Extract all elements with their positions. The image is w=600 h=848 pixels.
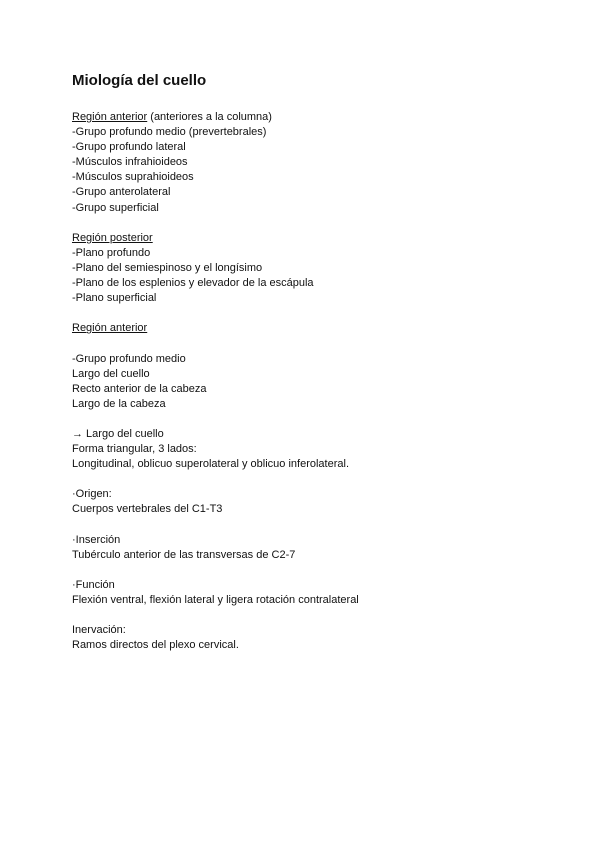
insertion-text: Tubérculo anterior de las transversas de C2-7 bbox=[72, 548, 296, 561]
innervation-label: Inervación: bbox=[72, 624, 126, 637]
list-item: -Grupo anterolateral bbox=[72, 186, 171, 199]
origin-label: ·Origen: bbox=[72, 488, 112, 501]
list-item: -Grupo profundo medio (prevertebrales) bbox=[72, 126, 267, 139]
muscle-heading: → Largo del cuello bbox=[72, 427, 164, 440]
spacer bbox=[72, 306, 542, 321]
section-heading: Región anterior bbox=[72, 322, 148, 335]
list-item: Recto anterior de la cabeza bbox=[72, 382, 207, 395]
list-item: -Grupo superficial bbox=[72, 201, 159, 214]
list-item: -Músculos suprahioideos bbox=[72, 171, 194, 184]
list-item: -Plano del semiespinoso y el longísimo bbox=[72, 261, 263, 274]
document-title: Miología del cuello bbox=[72, 72, 207, 89]
list-item: -Plano profundo bbox=[72, 246, 151, 259]
spacer bbox=[72, 216, 542, 231]
section-heading-suffix: (anteriores a la columna) bbox=[147, 111, 272, 123]
section-anterior-2-heading-line bbox=[72, 321, 542, 336]
insertion-label: ·Inserción bbox=[72, 533, 121, 546]
function-label: ·Función bbox=[72, 578, 115, 591]
spacer bbox=[72, 563, 542, 578]
origin-text: Cuerpos vertebrales del C1-T3 bbox=[72, 503, 223, 516]
list-item: -Plano superficial bbox=[72, 292, 157, 305]
function-text: Flexión ventral, flexión lateral y ligera rotación contralateral bbox=[72, 594, 359, 606]
section-heading: Región posterior bbox=[72, 231, 153, 244]
section-heading: Región anterior bbox=[72, 111, 148, 123]
list-item: Largo del cuello bbox=[72, 367, 150, 380]
list-item: -Plano de los esplenios y elevador de la escápula bbox=[72, 277, 314, 290]
list-item: -Grupo profundo lateral bbox=[72, 141, 186, 154]
description-line: Longitudinal, oblicuo superolateral y oblicuo inferolateral. bbox=[72, 458, 350, 471]
spacer bbox=[72, 518, 542, 533]
section-posterior-heading-line bbox=[72, 231, 542, 246]
list-item: Largo de la cabeza bbox=[72, 397, 166, 410]
spacer bbox=[72, 412, 542, 427]
group-title: -Grupo profundo medio bbox=[72, 352, 186, 365]
spacer bbox=[72, 608, 542, 623]
document-page bbox=[72, 72, 542, 653]
spacer bbox=[72, 472, 542, 487]
list-item: -Músculos infrahioideos bbox=[72, 156, 188, 169]
section-anterior-heading-line bbox=[72, 110, 542, 125]
spacer bbox=[72, 336, 542, 351]
innervation-text: Ramos directos del plexo cervical. bbox=[72, 639, 239, 652]
description-line: Forma triangular, 3 lados: bbox=[72, 443, 197, 456]
